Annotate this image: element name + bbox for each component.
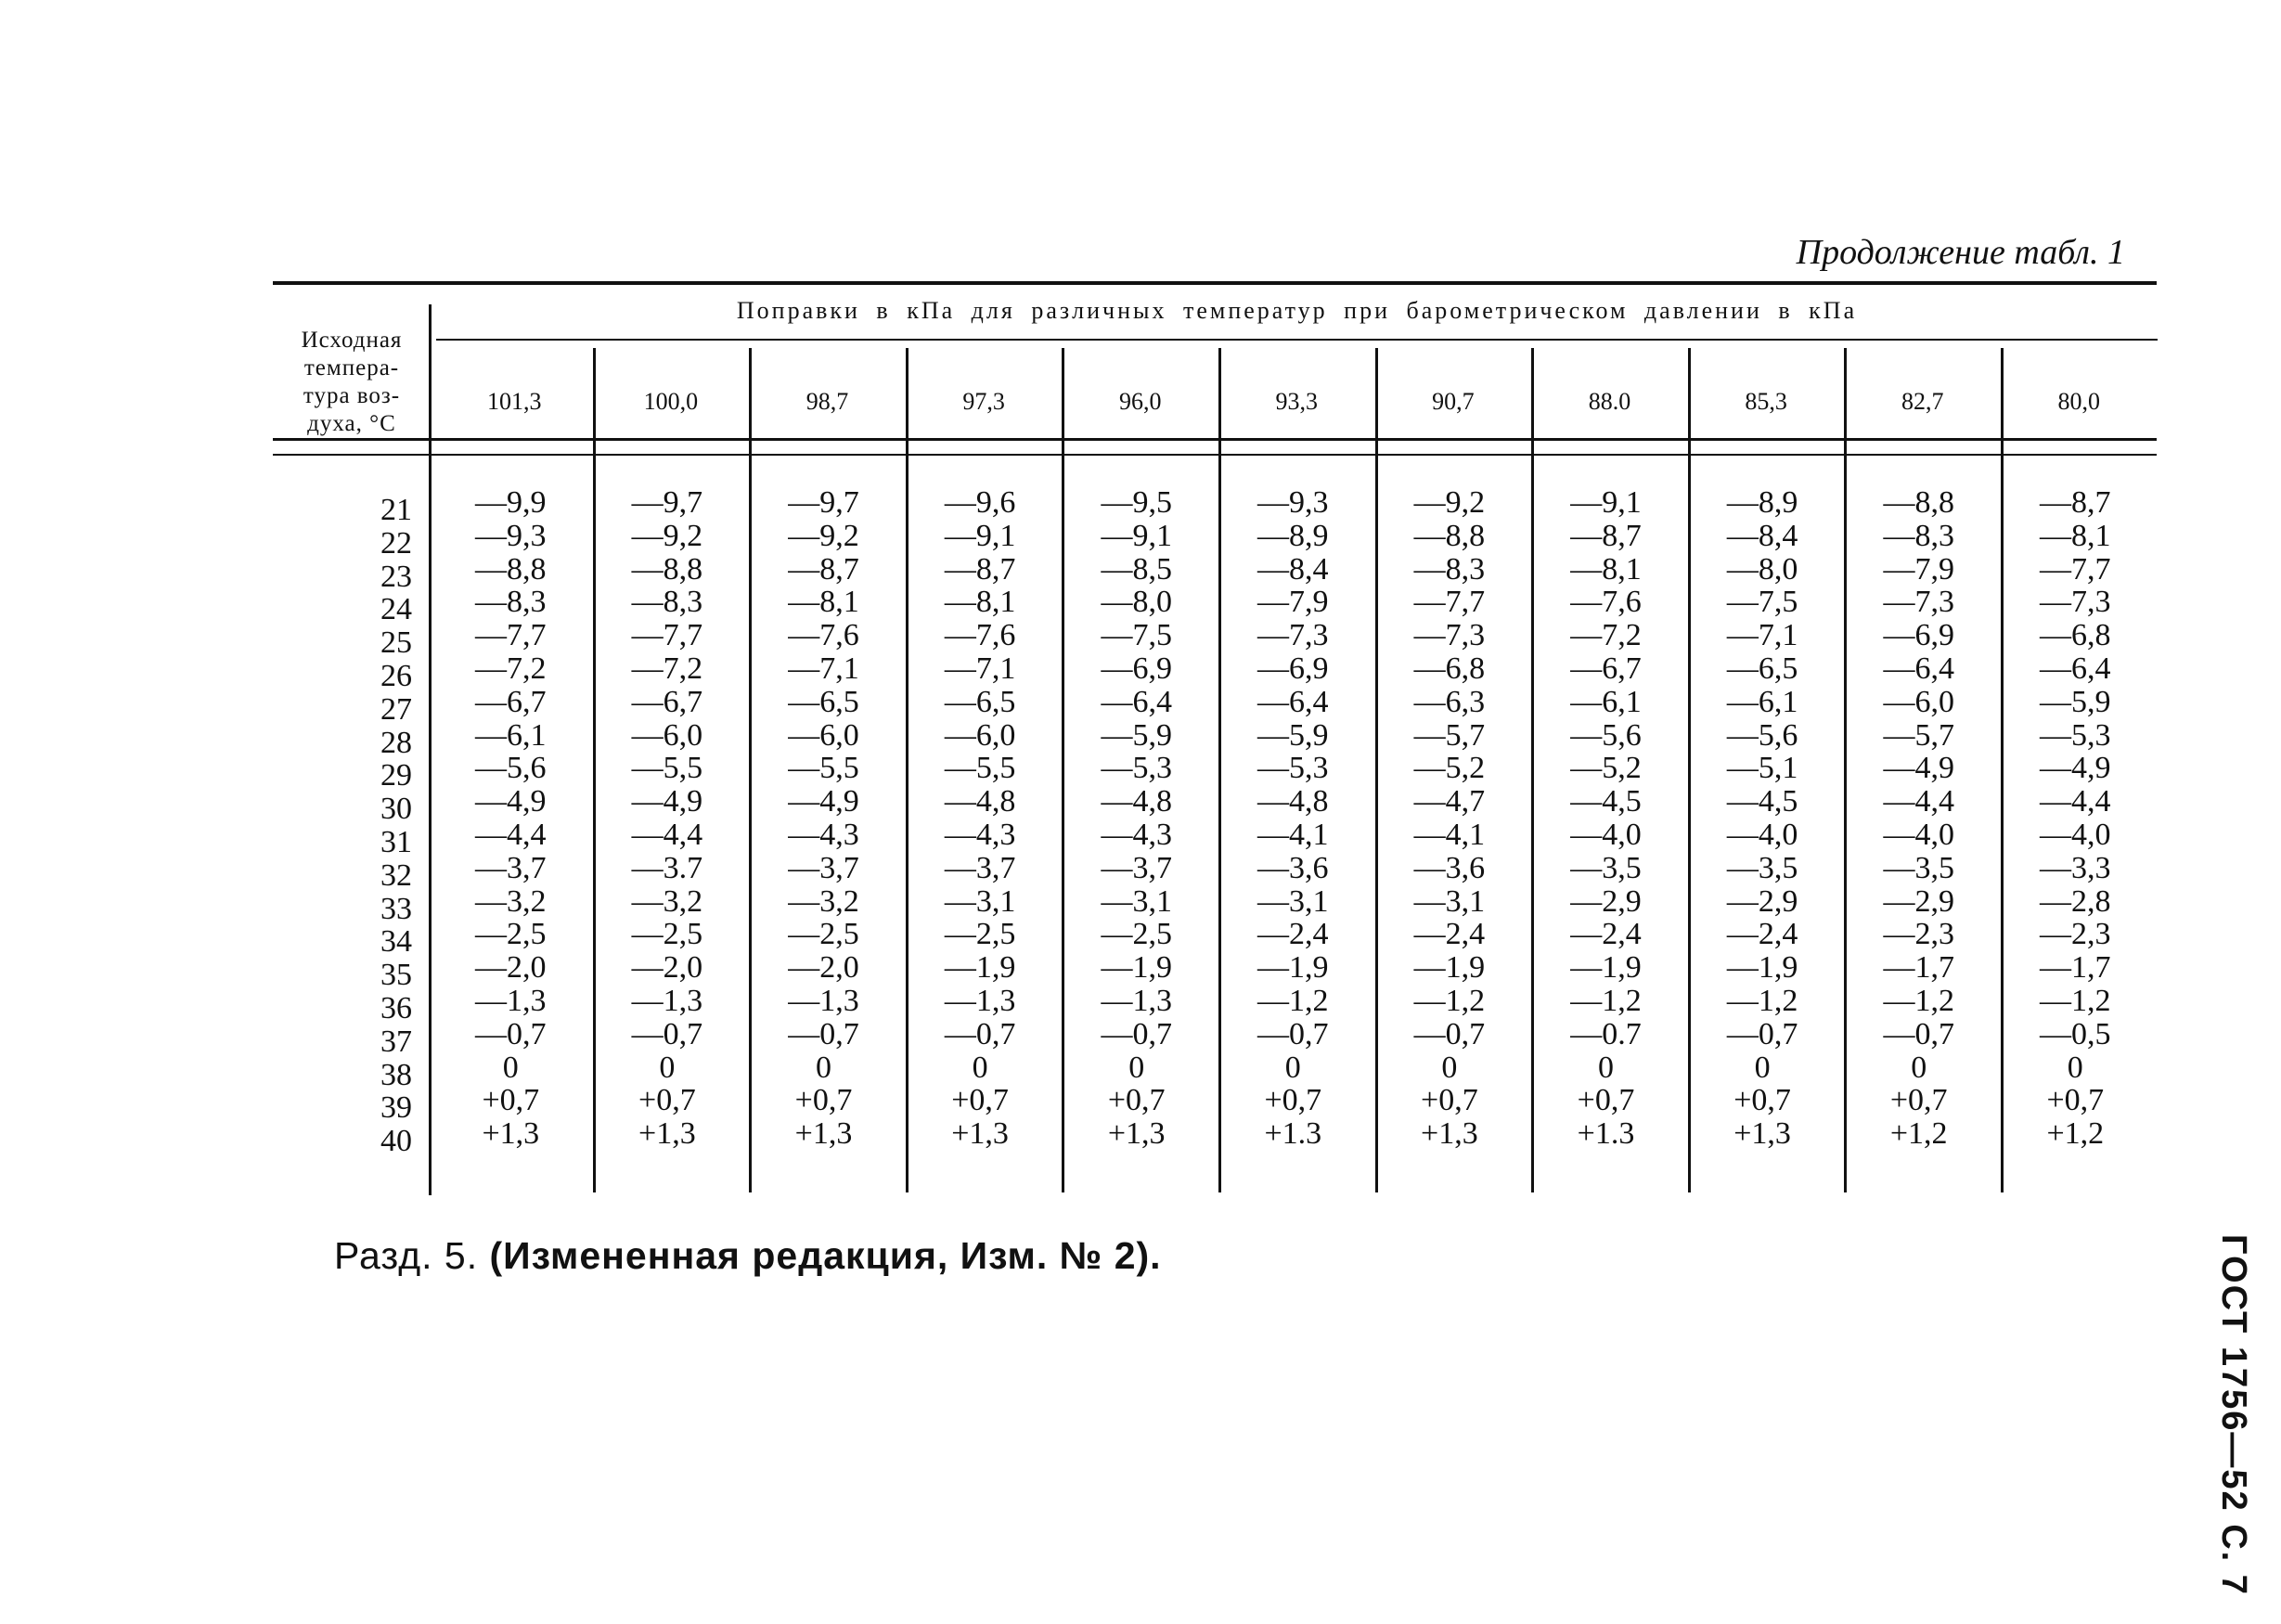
correction-column: [1226, 486, 1360, 1151]
correction-cell: —2,5: [1101, 917, 1172, 952]
column-divider: [1531, 348, 1534, 1192]
pressure-header: 97,3: [962, 388, 1005, 415]
row-header-divider: [429, 304, 432, 1195]
correction-cell: —4,3: [788, 817, 859, 852]
correction-cell: —6,0: [1883, 684, 1954, 719]
correction-cell: —3,2: [788, 883, 859, 919]
correction-cell: —9,2: [1413, 485, 1486, 520]
correction-cell: —4,0: [1883, 817, 1954, 852]
correction-cell: —8,8: [1883, 485, 1954, 520]
correction-cell: —9,7: [631, 485, 703, 520]
correction-cell: —0,5: [2040, 1016, 2111, 1051]
correction-cell: —4,8: [944, 784, 1016, 819]
pressure-header: 93,3: [1275, 388, 1319, 415]
temperature-cell: 39: [380, 1090, 412, 1126]
correction-cell: —4,3: [1101, 817, 1172, 852]
pressure-header: 100,0: [643, 388, 699, 415]
correction-cell: —8,7: [944, 551, 1016, 586]
correction-cell: —8,3: [631, 585, 703, 620]
correction-column: [1539, 486, 1673, 1151]
correction-cell: —6,0: [631, 717, 703, 753]
correction-cell: —7,5: [1726, 585, 1798, 620]
correction-cell: —8,9: [1257, 518, 1329, 553]
correction-cell: —8,0: [1101, 585, 1172, 620]
correction-cell: —0,7: [788, 1016, 859, 1051]
correction-cell: —8,8: [631, 551, 703, 586]
temperature-cell: 28: [380, 725, 412, 760]
correction-cell: —6,8: [2040, 618, 2111, 653]
correction-cell: +0,7: [2046, 1083, 2105, 1118]
correction-cell: —7,3: [1413, 618, 1486, 653]
correction-cell: —9,2: [788, 518, 859, 553]
correction-cell: +0,7: [1733, 1083, 1791, 1118]
correction-cell: —2,0: [631, 950, 703, 986]
correction-cell: —7,7: [475, 618, 547, 653]
correction-cell: —9,6: [944, 485, 1016, 520]
correction-cell: +1,3: [482, 1116, 540, 1152]
correction-cell: —8,7: [2040, 485, 2111, 520]
temperature-column: [273, 494, 412, 1158]
correction-cell: —7,2: [1570, 618, 1642, 653]
correction-cell: —8,3: [1413, 551, 1486, 586]
correction-cell: —1,2: [1570, 983, 1642, 1018]
correction-cell: —1,2: [1413, 983, 1486, 1018]
correction-cell: —2,9: [1726, 883, 1798, 919]
correction-cell: —6,4: [2040, 651, 2111, 686]
correction-cell: —8,7: [788, 551, 859, 586]
correction-cell: —1,9: [1101, 950, 1172, 986]
pressure-header: 90,7: [1432, 388, 1475, 415]
correction-cell: —1,2: [1257, 983, 1329, 1018]
correction-cell: —4,8: [1101, 784, 1172, 819]
correction-cell: —4,3: [944, 817, 1016, 852]
correction-column: [1069, 486, 1204, 1151]
column-divider: [1375, 348, 1378, 1192]
correction-cell: —1,3: [944, 983, 1016, 1018]
correction-cell: —4,9: [788, 784, 859, 819]
correction-cell: —6,9: [1101, 651, 1172, 686]
correction-cell: —8,8: [475, 551, 547, 586]
correction-cell: 0: [2067, 1050, 2083, 1085]
correction-cell: +1,2: [2046, 1116, 2105, 1152]
correction-cell: —3,6: [1413, 850, 1486, 885]
column-group-header: Поправки в кПа для различных температур при барометрическом давлении в кПа: [736, 297, 1858, 324]
row-header: Исходная темпера- тура воз- духа, °С: [301, 328, 403, 436]
correction-cell: +1,3: [1421, 1116, 1478, 1152]
correction-cell: —1,9: [944, 950, 1016, 986]
correction-cell: —2,5: [944, 917, 1016, 952]
correction-cell: —6,1: [1726, 684, 1798, 719]
correction-cell: —8,3: [1883, 518, 1954, 553]
correction-column: [444, 486, 578, 1151]
correction-cell: —9,3: [475, 518, 547, 553]
correction-cell: 0: [502, 1050, 519, 1085]
temperature-cell: 27: [380, 691, 412, 727]
correction-cell: —7,1: [944, 651, 1016, 686]
temperature-cell: 36: [380, 990, 412, 1025]
correction-cell: —3,3: [2040, 850, 2111, 885]
temperature-cell: 35: [380, 958, 412, 993]
correction-cell: —2,3: [1883, 917, 1954, 952]
pressure-header: 88.0: [1588, 388, 1631, 415]
correction-cell: —2,4: [1726, 917, 1798, 952]
correction-cell: —7,1: [1726, 618, 1798, 653]
correction-cell: 0: [1911, 1050, 1927, 1085]
correction-cell: —5,9: [1257, 717, 1329, 753]
correction-cell: —8,3: [475, 585, 547, 620]
pressure-header: 82,7: [1901, 388, 1944, 415]
correction-cell: —0,7: [1257, 1016, 1329, 1051]
correction-cell: —8,1: [1570, 551, 1642, 586]
pressure-header: 96,0: [1118, 388, 1162, 415]
correction-cell: —2,5: [631, 917, 703, 952]
correction-cell: —9,9: [475, 485, 547, 520]
correction-column: [1383, 486, 1517, 1151]
correction-cell: —7,2: [475, 651, 547, 686]
correction-cell: —0,7: [1726, 1016, 1798, 1051]
temperature-cell: 38: [380, 1057, 412, 1092]
correction-cell: —7,1: [788, 651, 859, 686]
column-divider: [749, 348, 752, 1192]
correction-cell: —3,1: [1257, 883, 1329, 919]
side-page-label: ГОСТ 1756—52 С. 7: [2214, 1234, 2253, 1596]
column-divider: [1062, 348, 1064, 1192]
correction-cell: —1,3: [475, 983, 547, 1018]
correction-cell: 0: [1284, 1050, 1301, 1085]
correction-cell: —9,3: [1257, 485, 1329, 520]
correction-cell: —6,5: [788, 684, 859, 719]
correction-cell: —2,4: [1570, 917, 1642, 952]
temperature-cell: 24: [380, 592, 412, 627]
correction-cell: —3,1: [944, 883, 1016, 919]
correction-cell: —4,4: [475, 817, 547, 852]
correction-cell: —0,7: [475, 1016, 547, 1051]
correction-cell: 0: [1597, 1050, 1614, 1085]
correction-cell: —8,1: [788, 585, 859, 620]
correction-cell: —6,0: [944, 717, 1016, 753]
correction-cell: —7,3: [1883, 585, 1954, 620]
correction-cell: —5,3: [1101, 751, 1172, 786]
correction-cell: —1,2: [2040, 983, 2111, 1018]
correction-cell: —6,1: [1570, 684, 1642, 719]
correction-cell: —4,4: [1883, 784, 1954, 819]
correction-cell: —7,7: [631, 618, 703, 653]
correction-cell: —3,7: [475, 850, 547, 885]
correction-cell: +1.3: [1577, 1116, 1635, 1152]
correction-cell: +0,7: [482, 1083, 540, 1118]
correction-cell: —7,3: [1257, 618, 1329, 653]
correction-cell: —7,7: [2040, 551, 2111, 586]
header-bottom-rule-2: [273, 454, 2157, 456]
correction-cell: —5,3: [2040, 717, 2111, 753]
correction-cell: —0,7: [1883, 1016, 1954, 1051]
pressure-header: 98,7: [805, 388, 849, 415]
correction-cell: —1,2: [1883, 983, 1954, 1018]
correction-cell: —6,1: [475, 717, 547, 753]
correction-cell: 0: [1754, 1050, 1771, 1085]
correction-cell: —2,8: [2040, 883, 2111, 919]
correction-cell: —9,1: [1570, 485, 1642, 520]
correction-cell: —5,6: [1726, 717, 1798, 753]
correction-cell: —4,0: [2040, 817, 2111, 852]
correction-column: [756, 486, 891, 1151]
correction-cell: —2,4: [1257, 917, 1329, 952]
correction-cell: —0,7: [631, 1016, 703, 1051]
correction-cell: —1,9: [1570, 950, 1642, 986]
correction-cell: —6,9: [1257, 651, 1329, 686]
correction-cell: —1,7: [1883, 950, 1954, 986]
correction-cell: +1,3: [794, 1116, 853, 1152]
correction-cell: +1,2: [1889, 1116, 1948, 1152]
correction-cell: —1,3: [788, 983, 859, 1018]
correction-cell: —5,1: [1726, 751, 1798, 786]
correction-cell: —8,5: [1101, 551, 1172, 586]
correction-cell: —4,5: [1726, 784, 1798, 819]
temperature-cell: 33: [380, 891, 412, 926]
amendment-text: (Измененная редакция, Изм. № 2).: [489, 1234, 1162, 1277]
correction-cell: —6,7: [631, 684, 703, 719]
temperature-cell: 40: [380, 1124, 412, 1159]
correction-cell: —5,7: [1413, 717, 1486, 753]
pressure-header: 85,3: [1745, 388, 1787, 415]
temperature-cell: 22: [380, 525, 412, 561]
correction-cell: —8,4: [1726, 518, 1798, 553]
correction-cell: —5,6: [475, 751, 547, 786]
correction-cell: —4,5: [1570, 784, 1642, 819]
table-top-rule: [273, 281, 2157, 285]
correction-cell: —2,5: [475, 917, 547, 952]
correction-cell: —7,5: [1101, 618, 1172, 653]
correction-cell: —1,9: [1257, 950, 1329, 986]
correction-cell: —4,9: [1883, 751, 1954, 786]
correction-cell: —1,3: [631, 983, 703, 1018]
correction-cell: —8,1: [944, 585, 1016, 620]
correction-cell: —8,0: [1726, 551, 1798, 586]
correction-cell: —7,3: [2040, 585, 2111, 620]
correction-cell: —6,4: [1257, 684, 1329, 719]
correction-cell: —6,5: [1726, 651, 1798, 686]
correction-cell: —5,6: [1570, 717, 1642, 753]
correction-cell: —4,9: [631, 784, 703, 819]
correction-cell: +0,7: [1889, 1083, 1948, 1118]
correction-cell: —2,3: [2040, 917, 2111, 952]
correction-cell: —2,9: [1570, 883, 1642, 919]
correction-cell: —7,6: [788, 618, 859, 653]
correction-cell: +0,7: [638, 1083, 696, 1118]
correction-cell: 0: [1441, 1050, 1458, 1085]
column-divider: [1218, 348, 1221, 1192]
correction-cell: —0,7: [1413, 1016, 1486, 1051]
correction-cell: 0: [1128, 1050, 1145, 1085]
correction-cell: —5,5: [944, 751, 1016, 786]
correction-column: [1851, 486, 1986, 1151]
correction-cell: —6,5: [944, 684, 1016, 719]
correction-cell: —3,6: [1257, 850, 1329, 885]
correction-cell: +1,3: [1107, 1116, 1166, 1152]
temperature-cell: 26: [380, 658, 412, 693]
correction-cell: —8,1: [2040, 518, 2111, 553]
correction-cell: —4,9: [475, 784, 547, 819]
section-ref: Разд. 5.: [334, 1234, 479, 1277]
temperature-cell: 37: [380, 1024, 412, 1059]
correction-cell: —8,4: [1257, 551, 1329, 586]
correction-cell: —7,9: [1257, 585, 1329, 620]
correction-cell: —5,9: [1101, 717, 1172, 753]
temperature-cell: 31: [380, 824, 412, 859]
correction-cell: —6,3: [1413, 684, 1486, 719]
correction-cell: +1,3: [638, 1116, 696, 1152]
correction-cell: —4,0: [1570, 817, 1642, 852]
correction-cell: —2,9: [1883, 883, 1954, 919]
correction-cell: —4,8: [1257, 784, 1329, 819]
correction-cell: +1,3: [951, 1116, 1009, 1152]
correction-cell: —0,7: [1101, 1016, 1172, 1051]
temperature-cell: 34: [380, 924, 412, 960]
correction-column: [600, 486, 735, 1151]
continuation-label: Продолжение табл. 1: [1796, 233, 2125, 272]
correction-cell: —8,7: [1570, 518, 1642, 553]
correction-column: [1695, 486, 1830, 1151]
correction-cell: —2,0: [475, 950, 547, 986]
correction-cell: —6,7: [1570, 651, 1642, 686]
correction-cell: +0,7: [794, 1083, 853, 1118]
correction-cell: —7,6: [1570, 585, 1642, 620]
correction-cell: —3,1: [1101, 883, 1172, 919]
correction-cell: —0.7: [1570, 1016, 1642, 1051]
header-inner-rule: [436, 339, 2158, 341]
amendment-note: [334, 1234, 1162, 1278]
correction-cell: 0: [815, 1050, 831, 1085]
correction-cell: —3,1: [1413, 883, 1486, 919]
temperature-cell: 25: [380, 625, 412, 661]
correction-cell: —4,4: [2040, 784, 2111, 819]
correction-cell: —2,4: [1413, 917, 1486, 952]
correction-cell: —3,7: [944, 850, 1016, 885]
temperature-cell: 32: [380, 857, 412, 893]
correction-cell: —6,0: [788, 717, 859, 753]
correction-cell: —9,7: [788, 485, 859, 520]
temperature-cell: 30: [380, 792, 412, 827]
correction-cell: —6,4: [1883, 651, 1954, 686]
correction-cell: —1,9: [1413, 950, 1486, 986]
correction-cell: —4,0: [1726, 817, 1798, 852]
correction-cell: —5,3: [1257, 751, 1329, 786]
correction-cell: —7,6: [944, 618, 1016, 653]
correction-cell: —3,5: [1883, 850, 1954, 885]
correction-cell: —9,1: [1101, 518, 1172, 553]
correction-cell: —2,0: [788, 950, 859, 986]
correction-cell: —6,9: [1883, 618, 1954, 653]
correction-cell: —7,7: [1413, 585, 1486, 620]
correction-cell: —3,2: [631, 883, 703, 919]
correction-column: [2008, 486, 2143, 1151]
correction-cell: —3.7: [631, 850, 703, 885]
correction-cell: —4,1: [1257, 817, 1329, 852]
correction-cell: —5,2: [1570, 751, 1642, 786]
correction-cell: —1,9: [1726, 950, 1798, 986]
correction-cell: 0: [659, 1050, 676, 1085]
correction-cell: —1,2: [1726, 983, 1798, 1018]
header-bottom-rule: [273, 438, 2157, 441]
correction-cell: —6,7: [475, 684, 547, 719]
correction-cell: —9,2: [631, 518, 703, 553]
correction-cell: +0,7: [1421, 1083, 1478, 1118]
correction-cell: —3,5: [1570, 850, 1642, 885]
correction-cell: +1.3: [1264, 1116, 1322, 1152]
correction-cell: —4,1: [1413, 817, 1486, 852]
correction-cell: 0: [972, 1050, 988, 1085]
column-divider: [2001, 348, 2004, 1192]
correction-cell: +0,7: [1107, 1083, 1166, 1118]
pressure-header: 80,0: [2057, 388, 2101, 415]
correction-cell: —9,5: [1101, 485, 1172, 520]
correction-cell: —7,2: [631, 651, 703, 686]
column-divider: [1688, 348, 1691, 1192]
correction-cell: —4,7: [1413, 784, 1486, 819]
correction-cell: —3,7: [1101, 850, 1172, 885]
correction-cell: —3,7: [788, 850, 859, 885]
correction-cell: —9,1: [944, 518, 1016, 553]
correction-column: [913, 486, 1048, 1151]
correction-cell: —0,7: [944, 1016, 1016, 1051]
correction-cell: +1,3: [1733, 1116, 1791, 1152]
correction-cell: —8,9: [1726, 485, 1798, 520]
correction-cell: —5,2: [1413, 751, 1486, 786]
correction-cell: —6,8: [1413, 651, 1486, 686]
correction-cell: —5,7: [1883, 717, 1954, 753]
correction-cell: +0,7: [951, 1083, 1009, 1118]
temperature-cell: 29: [380, 758, 412, 793]
correction-cell: +0,7: [1264, 1083, 1322, 1118]
correction-cell: —3,2: [475, 883, 547, 919]
correction-cell: +0,7: [1577, 1083, 1635, 1118]
correction-cell: —4,9: [2040, 751, 2111, 786]
correction-cell: —8,8: [1413, 518, 1486, 553]
correction-cell: —1,3: [1101, 983, 1172, 1018]
temperature-cell: 21: [380, 493, 412, 527]
correction-cell: —5,5: [631, 751, 703, 786]
temperature-cell: 23: [380, 559, 412, 594]
column-divider: [906, 348, 909, 1192]
correction-cell: —3,5: [1726, 850, 1798, 885]
correction-cell: —2,5: [788, 917, 859, 952]
correction-cell: —4,4: [631, 817, 703, 852]
correction-cell: —1,7: [2040, 950, 2111, 986]
correction-cell: —7,9: [1883, 551, 1954, 586]
column-divider: [1844, 348, 1847, 1192]
correction-cell: —5,5: [788, 751, 859, 786]
correction-cell: —6,4: [1101, 684, 1172, 719]
column-divider: [593, 348, 596, 1192]
pressure-header: 101,3: [487, 388, 542, 415]
correction-cell: —5,9: [2040, 684, 2111, 719]
